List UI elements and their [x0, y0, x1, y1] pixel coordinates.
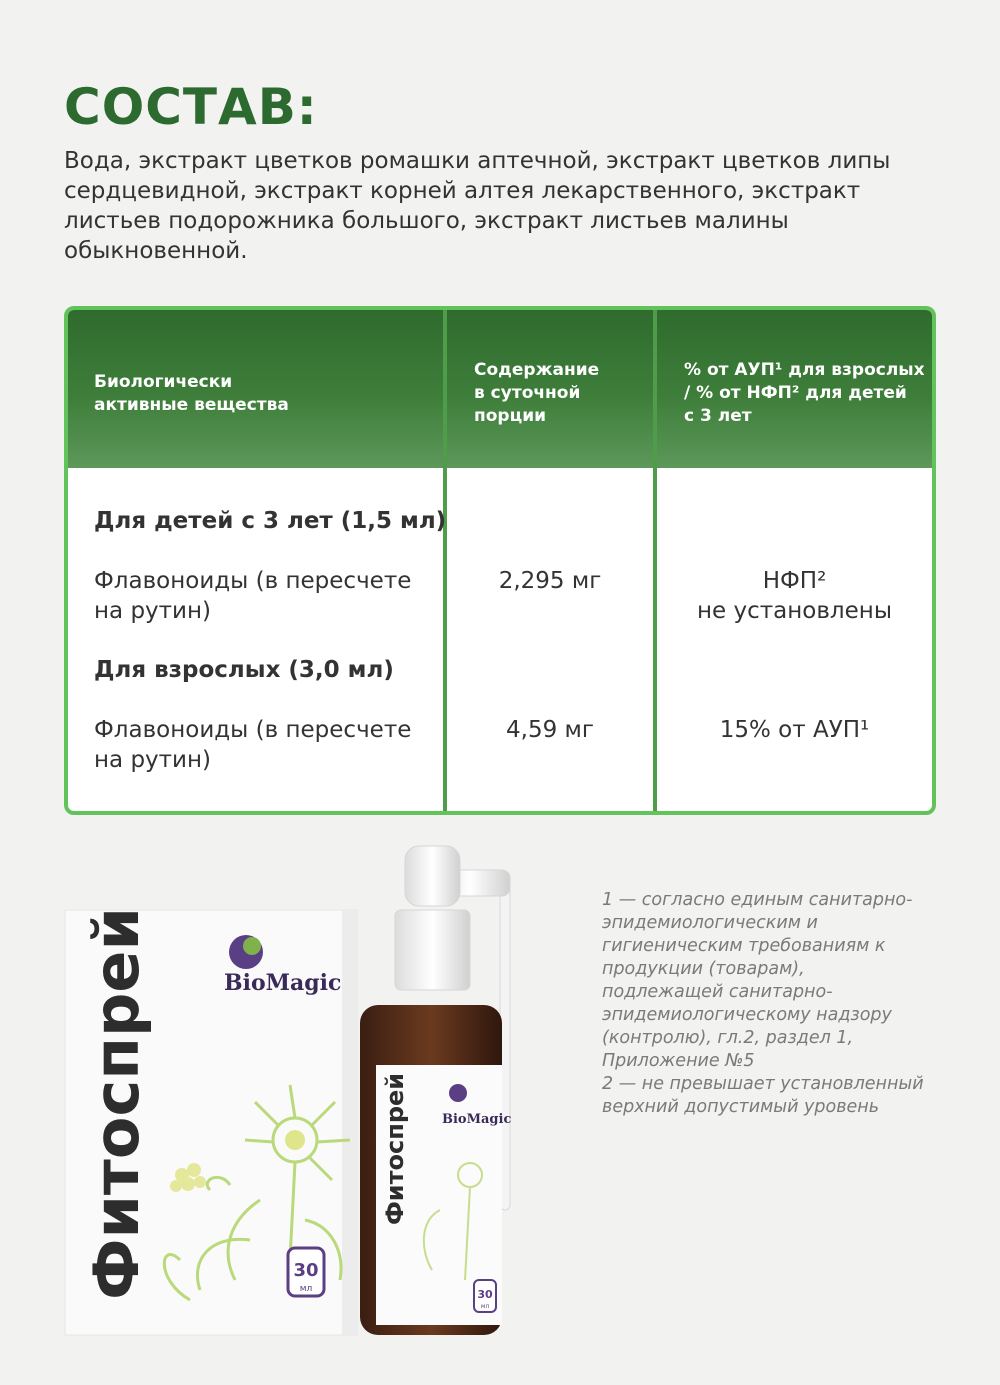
- group-title-children: Для детей с 3 лет (1,5 мл): [94, 508, 447, 534]
- product-image: [60, 840, 560, 1340]
- bottle-product-name: Фитоспрей: [381, 1072, 409, 1225]
- bottle-volume-unit: мл: [480, 1303, 490, 1310]
- product-bottle: [360, 846, 511, 1335]
- composition-text: Вода, экстракт цветков ромашки аптечной, экстракт цветков липы сердцевидной, экстракт корней алтея лекарственного, экстракт листьев подорожника большого, экстракт листьев малины обыкновенной.: [64, 148, 891, 264]
- product-box: [65, 907, 357, 1335]
- page-title: СОСТАВ:: [64, 78, 318, 136]
- amount-value: 4,59 мг: [506, 717, 594, 743]
- brand-name: BioMagic: [224, 970, 342, 996]
- amount-value: 2,295 мг: [498, 568, 602, 594]
- volume-badge: [288, 1248, 324, 1296]
- flower-center-icon: [285, 1130, 305, 1150]
- group-title-adults: Для взрослых (3,0 мл): [94, 657, 394, 683]
- bottle-volume-number: 30: [477, 1288, 493, 1301]
- header-daily-amount: Содержание в суточной порции: [474, 360, 600, 426]
- substance-name: Флавоноиды (в пересчете на рутин): [94, 717, 412, 773]
- bottle-logo-icon: [449, 1084, 467, 1102]
- footnotes: 1 — согласно единым санитарно- эпидемиологическим и гигиеническим требованиям к продукции (товарам), подлежащей санитарно- эпидемиологическому надзору (контролю), гл.2, раздел 1, Приложение №5 2 — не превышает установленный верхний допустимый уровень: [602, 890, 924, 1117]
- header-percent: % от АУП¹ для взрослых / % от НФП² для детей с 3 лет: [684, 360, 925, 426]
- volume-unit: мл: [299, 1284, 313, 1294]
- bottle-brand-name: BioMagic: [442, 1112, 512, 1127]
- header-substances: Биологически активные вещества: [94, 372, 289, 415]
- volume-number: 30: [293, 1260, 319, 1281]
- substance-name: Флавоноиды (в пересчете на рутин): [94, 568, 412, 624]
- box-product-name: Фитоспрей: [80, 907, 153, 1300]
- percent-value: 15% от АУП¹: [719, 717, 870, 743]
- percent-value: НФП² не установлены: [697, 568, 892, 624]
- nutrition-table: [64, 306, 936, 815]
